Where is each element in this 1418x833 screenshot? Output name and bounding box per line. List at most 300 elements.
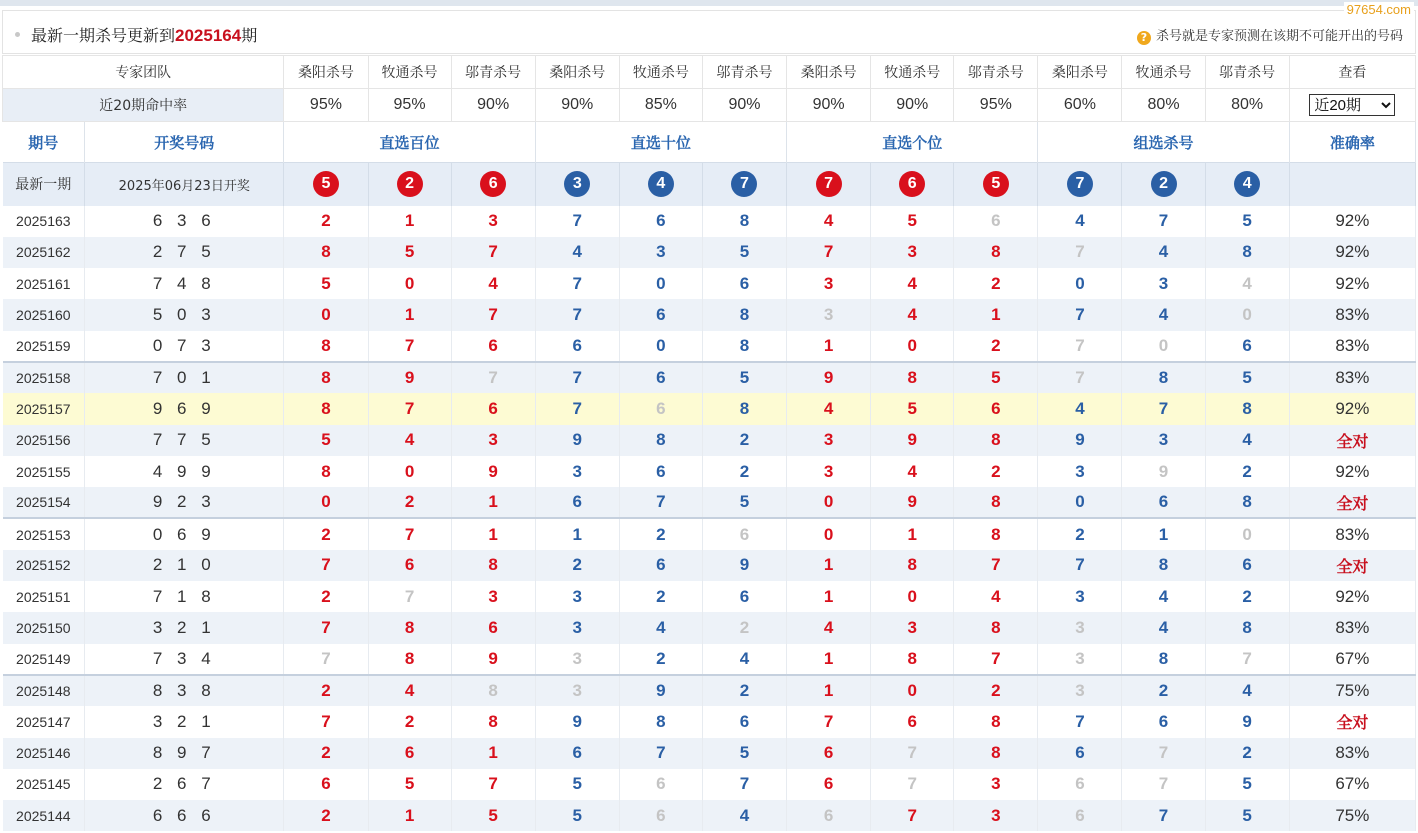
kill-number-miss: 7: [451, 362, 535, 393]
issue-number: 2025154: [3, 487, 85, 518]
expert-name[interactable]: 牧通杀号: [368, 56, 451, 89]
expert-team-label: 专家团队: [3, 56, 284, 89]
kill-number: 2: [284, 800, 368, 831]
expert-name[interactable]: 桑阳杀号: [1038, 56, 1122, 89]
accuracy-column-header: 准确率: [1289, 122, 1415, 163]
kill-number: 6: [1122, 706, 1205, 737]
kill-number-miss: 7: [871, 769, 954, 800]
kill-number-table: [2, 55, 1416, 831]
kill-number: 2: [954, 675, 1038, 706]
kill-number: 2: [619, 644, 702, 675]
kill-number: 8: [284, 456, 368, 487]
kill-number: 3: [871, 237, 954, 268]
kill-number: 6: [619, 550, 702, 581]
kill-number: 4: [702, 800, 786, 831]
kill-number-miss: 6: [619, 393, 702, 424]
kill-number-miss: 6: [787, 800, 871, 831]
latest-prediction-cell: [284, 163, 368, 206]
hit-rate-value: 95%: [284, 89, 368, 122]
kill-number: 7: [535, 206, 619, 237]
kill-number: 3: [535, 581, 619, 612]
kill-number: 5: [1205, 206, 1289, 237]
expert-name[interactable]: 牧通杀号: [1122, 56, 1205, 89]
table-row: [3, 706, 1416, 737]
kill-number: 1: [871, 518, 954, 549]
prediction-ball: 6: [899, 171, 925, 197]
kill-number: 7: [284, 706, 368, 737]
prediction-ball: 7: [731, 171, 757, 197]
kill-number: 3: [1122, 425, 1205, 456]
kill-number-miss: 3: [1038, 612, 1122, 643]
kill-number: 6: [787, 738, 871, 769]
kill-number: 5: [871, 393, 954, 424]
kill-number: 2: [1205, 456, 1289, 487]
issue-number: 2025160: [3, 299, 85, 330]
latest-prediction-cell: [871, 163, 954, 206]
kill-number: 2: [284, 518, 368, 549]
kill-number: 8: [1205, 612, 1289, 643]
kill-number: 7: [535, 299, 619, 330]
kill-number: 1: [451, 518, 535, 549]
kill-number: 9: [451, 456, 535, 487]
kill-number: 2: [1205, 581, 1289, 612]
draw-number: 6 6 6: [85, 800, 284, 831]
expert-team-row: [3, 56, 1416, 89]
issue-number: 2025144: [3, 800, 85, 831]
table-row: [3, 299, 1416, 330]
group-header-combo: 组选杀号: [1038, 122, 1289, 163]
kill-number-miss: 6: [702, 518, 786, 549]
kill-number: 2: [535, 550, 619, 581]
kill-number: 6: [702, 706, 786, 737]
kill-number-note: [1137, 25, 1403, 45]
kill-number-miss: 0: [1122, 331, 1205, 362]
bullet-dot-icon: [15, 32, 20, 37]
kill-number: 8: [1122, 550, 1205, 581]
title-bar: [2, 10, 1416, 54]
kill-number-miss: 3: [1038, 675, 1122, 706]
kill-number: 0: [368, 268, 451, 299]
accuracy-value: 75%: [1289, 675, 1415, 706]
hit-rate-value: 90%: [702, 89, 786, 122]
kill-number: 8: [954, 518, 1038, 549]
kill-number: 4: [1038, 206, 1122, 237]
kill-number: 1: [787, 550, 871, 581]
kill-number: 8: [284, 362, 368, 393]
kill-number: 5: [451, 800, 535, 831]
latest-prediction-cell: [702, 163, 786, 206]
kill-number-miss: 6: [1038, 800, 1122, 831]
kill-number: 8: [871, 362, 954, 393]
kill-number: 9: [702, 550, 786, 581]
expert-name[interactable]: 邬青杀号: [451, 56, 535, 89]
issue-number: 2025152: [3, 550, 85, 581]
issue-number: 2025156: [3, 425, 85, 456]
kill-number: 3: [451, 425, 535, 456]
kill-number: 8: [871, 550, 954, 581]
latest-prediction-cell: [1205, 163, 1289, 206]
kill-number-miss: 7: [1205, 644, 1289, 675]
latest-prediction-cell: [954, 163, 1038, 206]
kill-number: 6: [619, 456, 702, 487]
kill-number: 5: [535, 769, 619, 800]
kill-number-miss: 6: [619, 769, 702, 800]
hit-rate-value: 90%: [871, 89, 954, 122]
kill-number: 5: [702, 738, 786, 769]
kill-number: 7: [787, 237, 871, 268]
kill-number-miss: 8: [451, 675, 535, 706]
kill-number: 6: [954, 393, 1038, 424]
accuracy-value: 全对: [1289, 550, 1415, 581]
expert-name[interactable]: 牧通杀号: [619, 56, 702, 89]
kill-number: 0: [1038, 487, 1122, 518]
kill-number: 7: [1038, 550, 1122, 581]
expert-name[interactable]: 邬青杀号: [702, 56, 786, 89]
accuracy-value: 83%: [1289, 738, 1415, 769]
table-row: [3, 237, 1416, 268]
hit-rate-value: 80%: [1205, 89, 1289, 122]
kill-number: 7: [1122, 393, 1205, 424]
kill-number: 2: [284, 675, 368, 706]
kill-number: 4: [535, 237, 619, 268]
table-row: [3, 487, 1416, 518]
latest-prediction-cell: [619, 163, 702, 206]
table-row: [3, 268, 1416, 299]
issue-number: 2025159: [3, 331, 85, 362]
kill-number: 3: [535, 612, 619, 643]
kill-number: 3: [619, 237, 702, 268]
issue-number: 2025163: [3, 206, 85, 237]
issue-number: 2025147: [3, 706, 85, 737]
kill-number-miss: 7: [871, 738, 954, 769]
kill-number: 0: [368, 456, 451, 487]
kill-number: 7: [1122, 206, 1205, 237]
kill-number: 3: [787, 268, 871, 299]
kill-number: 2: [284, 581, 368, 612]
draw-number: 8 9 7: [85, 738, 284, 769]
kill-number: 5: [702, 487, 786, 518]
kill-number-miss: 7: [1038, 237, 1122, 268]
kill-number: 2: [1205, 738, 1289, 769]
expert-name[interactable]: 桑阳杀号: [535, 56, 619, 89]
hit-rate-row: [3, 89, 1416, 122]
kill-number: 4: [871, 268, 954, 299]
hit-rate-value: 95%: [954, 89, 1038, 122]
kill-number: 6: [535, 738, 619, 769]
kill-number: 6: [284, 769, 368, 800]
accuracy-value: 83%: [1289, 362, 1415, 393]
kill-number: 0: [619, 268, 702, 299]
kill-number: 9: [619, 675, 702, 706]
period-select-cell: [1289, 89, 1415, 122]
draw-number: 7 4 8: [85, 268, 284, 299]
kill-number-miss: 0: [1205, 518, 1289, 549]
kill-number: 2: [368, 487, 451, 518]
kill-number: 7: [787, 706, 871, 737]
kill-number: 2: [284, 738, 368, 769]
hit-rate-value: 90%: [451, 89, 535, 122]
expert-name[interactable]: 邬青杀号: [1205, 56, 1289, 89]
kill-number: 8: [368, 612, 451, 643]
kill-number: 7: [451, 299, 535, 330]
kill-number-miss: 7: [1122, 738, 1205, 769]
hit-rate-value: 60%: [1038, 89, 1122, 122]
kill-number: 9: [451, 644, 535, 675]
kill-number: 7: [1038, 299, 1122, 330]
prediction-ball: 6: [480, 171, 506, 197]
latest-label: 最新一期: [3, 163, 85, 206]
expert-name[interactable]: 桑阳杀号: [284, 56, 368, 89]
issue-number: 2025149: [3, 644, 85, 675]
kill-number: 2: [1122, 675, 1205, 706]
table-row: [3, 393, 1416, 424]
kill-number: 5: [284, 425, 368, 456]
issue-number: 2025153: [3, 518, 85, 549]
table-row: [3, 331, 1416, 362]
kill-number: 7: [368, 393, 451, 424]
accuracy-value: 83%: [1289, 299, 1415, 330]
latest-prediction-cell: [787, 163, 871, 206]
draw-number: 6 3 6: [85, 206, 284, 237]
kill-number: 4: [1122, 612, 1205, 643]
kill-number: 9: [1038, 425, 1122, 456]
kill-number: 7: [284, 612, 368, 643]
prediction-ball: 2: [397, 171, 423, 197]
kill-number-miss: 7: [1122, 769, 1205, 800]
kill-number: 4: [1122, 237, 1205, 268]
kill-number: 6: [702, 581, 786, 612]
kill-number: 3: [787, 425, 871, 456]
kill-number: 6: [1205, 550, 1289, 581]
kill-number: 8: [284, 331, 368, 362]
kill-number: 1: [451, 487, 535, 518]
kill-number: 0: [619, 331, 702, 362]
kill-number: 4: [1122, 299, 1205, 330]
kill-number: 8: [284, 393, 368, 424]
kill-number: 2: [954, 331, 1038, 362]
kill-number-miss: 6: [619, 800, 702, 831]
kill-number: 0: [284, 487, 368, 518]
kill-number: 4: [619, 612, 702, 643]
kill-number: 0: [871, 675, 954, 706]
kill-number-miss: 2: [702, 612, 786, 643]
kill-number: 8: [702, 393, 786, 424]
kill-number: 8: [702, 299, 786, 330]
kill-number-miss: 6: [954, 206, 1038, 237]
kill-number: 6: [619, 299, 702, 330]
accuracy-value: 92%: [1289, 581, 1415, 612]
kill-number: 1: [954, 299, 1038, 330]
accuracy-value: 92%: [1289, 456, 1415, 487]
kill-number: 6: [619, 362, 702, 393]
kill-number: 5: [871, 206, 954, 237]
kill-number: 0: [787, 518, 871, 549]
kill-number: 8: [451, 706, 535, 737]
note-text: 杀号就是专家预测在该期不可能开出的号码: [1155, 29, 1403, 44]
kill-number: 1: [368, 800, 451, 831]
expert-name[interactable]: 桑阳杀号: [787, 56, 871, 89]
title-suffix: 期: [241, 26, 258, 45]
kill-number-miss: 3: [535, 675, 619, 706]
draw-number: 7 7 5: [85, 425, 284, 456]
kill-number: 8: [619, 425, 702, 456]
issue-number: 2025150: [3, 612, 85, 643]
kill-number: 7: [954, 550, 1038, 581]
kill-number: 3: [535, 456, 619, 487]
kill-number: 7: [451, 237, 535, 268]
top-strip: [0, 0, 1418, 6]
kill-number: 7: [619, 738, 702, 769]
kill-number: 5: [702, 237, 786, 268]
latest-prediction-cell: [1122, 163, 1205, 206]
draw-number: 9 6 9: [85, 393, 284, 424]
prediction-ball: 4: [1234, 171, 1260, 197]
draw-number: 3 2 1: [85, 706, 284, 737]
kill-number: 5: [1205, 800, 1289, 831]
table-row: [3, 425, 1416, 456]
question-icon: ?: [1137, 31, 1151, 45]
kill-number: 2: [702, 675, 786, 706]
accuracy-value: 83%: [1289, 331, 1415, 362]
kill-number: 6: [702, 268, 786, 299]
accuracy-value: 67%: [1289, 769, 1415, 800]
expert-name[interactable]: 邬青杀号: [954, 56, 1038, 89]
kill-number: 3: [451, 581, 535, 612]
table-row: [3, 644, 1416, 675]
kill-number: 8: [1205, 393, 1289, 424]
table-row: [3, 206, 1416, 237]
kill-number: 8: [954, 237, 1038, 268]
kill-number: 3: [871, 612, 954, 643]
kill-number: 0: [1038, 268, 1122, 299]
group-header-hundreds: 直选百位: [284, 122, 535, 163]
accuracy-value: 全对: [1289, 706, 1415, 737]
kill-number: 8: [954, 487, 1038, 518]
kill-number: 6: [1038, 738, 1122, 769]
accuracy-value: 全对: [1289, 425, 1415, 456]
period-select[interactable]: [1309, 94, 1395, 116]
kill-number: 5: [284, 268, 368, 299]
kill-number: 9: [368, 362, 451, 393]
table-row: [3, 612, 1416, 643]
kill-number: 4: [451, 268, 535, 299]
group-header-units: 直选个位: [787, 122, 1038, 163]
kill-number: 8: [1205, 487, 1289, 518]
kill-number: 2: [954, 268, 1038, 299]
kill-number: 7: [1122, 800, 1205, 831]
kill-number: 2: [702, 425, 786, 456]
kill-number: 6: [535, 331, 619, 362]
issue-number: 2025162: [3, 237, 85, 268]
kill-number: 6: [871, 706, 954, 737]
kill-number: 1: [535, 518, 619, 549]
table-row: [3, 456, 1416, 487]
expert-name[interactable]: 牧通杀号: [871, 56, 954, 89]
kill-number: 9: [787, 362, 871, 393]
table-row: [3, 769, 1416, 800]
title-issue: 2025164: [175, 26, 242, 45]
hit-rate-value: 90%: [787, 89, 871, 122]
kill-number-miss: 4: [1205, 268, 1289, 299]
accuracy-value: 92%: [1289, 268, 1415, 299]
kill-number: 9: [871, 425, 954, 456]
kill-number: 4: [1122, 581, 1205, 612]
kill-number: 5: [1205, 362, 1289, 393]
table-row: [3, 738, 1416, 769]
prediction-ball: 7: [1067, 171, 1093, 197]
draw-number: 4 9 9: [85, 456, 284, 487]
kill-number: 8: [954, 425, 1038, 456]
kill-number: 7: [871, 800, 954, 831]
kill-number: 7: [619, 487, 702, 518]
kill-number: 4: [702, 644, 786, 675]
kill-number: 0: [787, 487, 871, 518]
accuracy-value: 92%: [1289, 206, 1415, 237]
kill-number: 1: [368, 206, 451, 237]
kill-number: 6: [535, 487, 619, 518]
kill-number: 8: [451, 550, 535, 581]
kill-number: 6: [1205, 331, 1289, 362]
kill-number: 1: [787, 331, 871, 362]
kill-number: 7: [535, 268, 619, 299]
draw-number: 5 0 3: [85, 299, 284, 330]
kill-number: 4: [368, 675, 451, 706]
kill-number: 7: [284, 550, 368, 581]
kill-number-miss: 7: [368, 581, 451, 612]
accuracy-value: 83%: [1289, 612, 1415, 643]
draw-number: 0 6 9: [85, 518, 284, 549]
kill-number: 8: [954, 706, 1038, 737]
kill-number: 3: [1038, 581, 1122, 612]
latest-accuracy-cell: [1289, 163, 1415, 206]
issue-number: 2025157: [3, 393, 85, 424]
kill-number: 5: [368, 237, 451, 268]
kill-number: 6: [368, 550, 451, 581]
kill-number-miss: 6: [1038, 769, 1122, 800]
kill-number: 4: [368, 425, 451, 456]
kill-number: 2: [954, 456, 1038, 487]
accuracy-value: 92%: [1289, 237, 1415, 268]
kill-number: 8: [284, 237, 368, 268]
kill-number: 3: [954, 769, 1038, 800]
issue-number: 2025158: [3, 362, 85, 393]
kill-number: 6: [787, 769, 871, 800]
kill-number: 4: [1205, 425, 1289, 456]
kill-number-miss: 7: [1038, 362, 1122, 393]
kill-number-miss: 3: [787, 299, 871, 330]
kill-number: 7: [368, 518, 451, 549]
accuracy-value: 83%: [1289, 518, 1415, 549]
kill-number: 2: [619, 518, 702, 549]
issue-number: 2025161: [3, 268, 85, 299]
kill-number: 3: [1038, 456, 1122, 487]
kill-number: 6: [451, 331, 535, 362]
issue-column-header: 期号: [3, 122, 85, 163]
prediction-ball: 3: [564, 171, 590, 197]
issue-number: 2025151: [3, 581, 85, 612]
hit-rate-value: 85%: [619, 89, 702, 122]
kill-number-miss: 9: [1122, 456, 1205, 487]
accuracy-value: 92%: [1289, 393, 1415, 424]
kill-number: 4: [954, 581, 1038, 612]
kill-number: 4: [787, 206, 871, 237]
kill-number: 8: [1205, 237, 1289, 268]
kill-number: 9: [535, 425, 619, 456]
kill-number: 6: [1122, 487, 1205, 518]
kill-number: 1: [1122, 518, 1205, 549]
latest-prediction-cell: [535, 163, 619, 206]
kill-number: 4: [871, 299, 954, 330]
